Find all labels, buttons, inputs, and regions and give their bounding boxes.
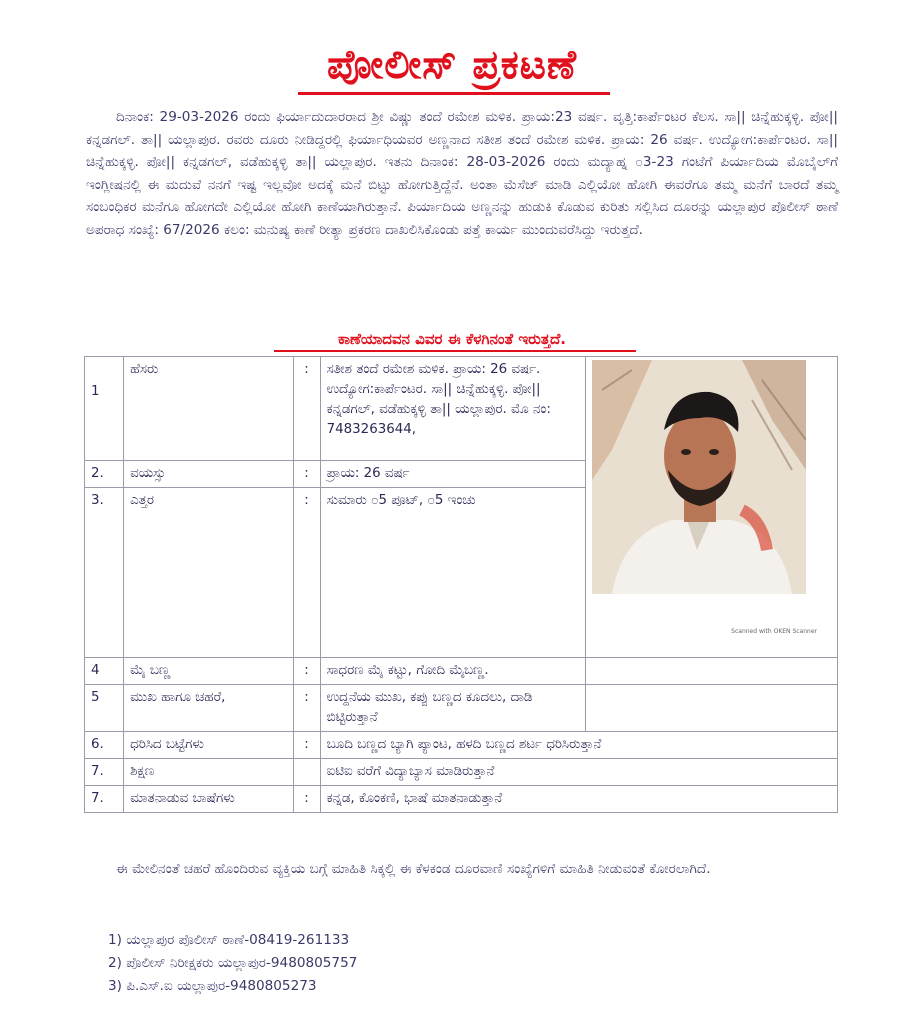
row-number: 5 (85, 685, 124, 732)
contact-item: 1) ಯಲ್ಲಾಪುರ ಪೊಲೀಸ್ ಠಾಣೆ-08419-261133 (108, 932, 350, 948)
title-underline (298, 92, 610, 95)
row-label: ಹೆಸರು (124, 357, 293, 461)
table-row (85, 357, 838, 461)
row-colon: : (293, 461, 320, 488)
row-label: ಎತ್ತರ (124, 488, 293, 658)
row-colon: : (293, 685, 320, 732)
intro-paragraph (86, 106, 838, 242)
row-label: ಮೈ ಬಣ್ಣ (124, 658, 293, 685)
contact-list (108, 929, 357, 998)
details-subheading: ಕಾಣೆಯಾದವನ ವಿವರ ಈ ಕೆಳಗಿನಂತೆ ಇರುತ್ತದೆ. (337, 330, 567, 348)
row-number: 7. (85, 786, 124, 813)
row-value: ಬೂದಿ ಬಣ್ಣದ ಬ್ಯಾಗಿ ಪ್ಯಾಂಟ, ಹಳದಿ ಬಣ್ಣದ ಶರ್ಟ ಧರಿಸಿರುತ್ತಾನೆ (320, 732, 837, 759)
missing-person-photo (592, 360, 806, 594)
row-value: ಪ್ರಾಯ: 26 ವರ್ಷ (320, 461, 586, 488)
table-row (85, 658, 838, 685)
row-label: ಶಿಕ್ಷಣ (124, 759, 293, 786)
row-number: 6. (85, 732, 124, 759)
row-number: 3. (85, 488, 124, 658)
row-colon: : (293, 732, 320, 759)
contact-item: 2) ಪೊಲೀಸ್ ನಿರೀಕ್ಷಕರು ಯಲ್ಲಾಪುರ-9480805757 (108, 955, 358, 971)
row-value: ಕನ್ನಡ, ಕೊಂಕಣಿ, ಭಾಷೆ ಮಾತನಾಡುತ್ತಾನೆ (320, 786, 837, 813)
table-row (85, 732, 838, 759)
row-label: ಮಾತನಾಡುವ ಬಾಷೆಗಳು (124, 786, 293, 813)
empty-cell (586, 685, 838, 732)
table-row (85, 786, 838, 813)
row-colon: : (293, 488, 320, 658)
notice-title: ಪೋಲೀಸ್ ಪ್ರಕಟಣೆ (327, 42, 577, 88)
row-value: ಸತೀಶ ತಂದೆ ರಮೇಶ ಮಳಿಕ. ಪ್ರಾಯ: 26 ವರ್ಷ. ಉದ್ಯೋಗ:ಕಾರ್ಪೆಂಟರ. ಸಾ|| ಚಿನ್ನೆಹುಕ್ಕಳ್ಳಿ. ಪೋ|| ಕನ್ನಡಗಲ್, ವಡೆಹುಕ್ಕಳ್ಳಿ ತಾ|| ಯಲ್ಲಾಪುರ. ಮೊ ನಂ: 7483263644, (320, 357, 586, 461)
photo-cell (586, 357, 838, 658)
row-value: ಉದ್ದನೆಯ ಮುಖ, ಕಪ್ಪು ಬಣ್ಣದ ಕೂದಲು, ದಾಡಿ ಬಿಟ್ಟಿರುತ್ತಾನೆ (320, 685, 586, 732)
table-row (85, 759, 838, 786)
row-number: 1 (85, 357, 124, 461)
row-value: ಸಾಧರಣ ಮೈ ಕಟ್ಟು, ಗೋದಿ ಮೈಬಣ್ಣ. (320, 658, 586, 685)
empty-cell (586, 658, 838, 685)
table-row (85, 685, 838, 732)
row-value: ಐಟಿಐ ವರೆಗೆ ವಿದ್ಯಾಬ್ಯಾಸ ಮಾಡಿರುತ್ತಾನೆ (320, 759, 837, 786)
contact-item: 3) ಪಿ.ಎಸ್.ಐ ಯಲ್ಲಾಪುರ-9480805273 (108, 978, 317, 994)
row-number: 2. (85, 461, 124, 488)
scanner-caption: Scanned with OKEN Scanner (731, 628, 817, 635)
intro-text: ದಿನಾಂಕ: 29-03-2026 ರಂದು ಫಿರ್ಯಾದುದಾರರಾದ ಶ್ರೀ ವಿಷ್ಣು ತಂದೆ ರಮೇಶ ಮಳಿಕ. ಪ್ರಾಯ:23 ವರ್ಷ. ವೃತ್ತಿ:ಕಾರ್ಪೆಂಟರ ಕೆಲಸ. ಸಾ|| ಚಿನ್ನೆಹುಕ್ಕಳ್ಳಿ. ಪೋ||ಕನ್ನಡಗಲ್. ತಾ|| ಯಲ್ಲಾಪುರ. ರವರು ದೂರು ನೀಡಿದ್ದರಲ್ಲಿ ಫಿರ್ಯಾಧಿಯವರ ಅಣ್ಣನಾದ ಸತೀಶ ತಂದೆ ರಮೇಶ ಮಳಿಕ. ಪ್ರಾಯ: 26 ವರ್ಷ. ಉದ್ಯೋಗ:ಕಾರ್ಪೆಂಟರ. ಸಾ|| ಚಿನ್ನೆಹುಕ್ಕಳ್ಳಿ. ಪೋ|| ಕನ್ನಡಗಲ್, ವಡೆಹುಕ್ಕಳ್ಳಿ ತಾ|| ಯಲ್ಲಾಪುರ. ಇತನು ದಿನಾಂಕ: 28-03-2026 ರಂದು ಮದ್ಯಾಹ್ನ ೦3-23 ಗಂಟೆಗೆ ಪಿರ್ಯಾದಿಯ ಮೊಬೈಲ್‌ಗೆ ಇಂಗ್ಲೀಷನಲ್ಲಿ ಈ ಮದುವೆ ನನಗೆ ಇಷ್ಟ ಇಲ್ಲವೋ ಅದಕ್ಕೆ ಮನೆ ಬಿಟ್ಟು ಹೋಗುತ್ತಿದ್ದೆನೆ. ಅಂತಾ ಮೆಸೆಜ್ ಮಾಡಿ ಎಲ್ಲಿಯೋ ಹೋಗಿ ಈವರೆಗೂ ತಮ್ಮ ಮನೆಗೆ ಬಾರದೆ ತಮ್ಮ ಸಂಬಂಧಿಕರ ಮನೆಗೂ ಹೋಗದೇ ಎಲ್ಲಿಯೋ ಹೋಗಿ ಕಾಣೆಯಾಗಿರುತ್ತಾನೆ. ಪಿರ್ಯಾದಿಯ ಅಣ್ಣನನ್ನು ಹುಡುಕಿ ಕೊಡುವ ಕುರಿತು ಸಲ್ಲಿಸಿದ ದೂರನ್ನು ಯಲ್ಲಾಪುರ ಪೊಲೀಸ್ ಠಾಣೆ ಅಪರಾಧ ಸಂಖ್ಯೆ: 67/2026 ಕಲಂ: ಮನುಷ್ಯ ಕಾಣೆ ರೀತ್ಯಾ ಪ್ರಕರಣ ದಾಖಲಿಸಿಕೊಂಡು ಪತ್ತೆ ಕಾರ್ಯ ಮುಂದುವರೆಸಿದ್ದು ಇರುತ್ತದೆ. (86, 109, 838, 238)
row-value: ಸುಮಾರು ೦5 ಪೂಟ್, ೦5 ಇಂಚು (320, 488, 586, 658)
row-label: ಧರಿಸಿದ ಬಟ್ಟೆಗಳು (124, 732, 293, 759)
missing-person-details-table (84, 356, 838, 813)
subheading-underline (274, 350, 636, 352)
row-number: 4 (85, 658, 124, 685)
row-label: ವಯಸ್ಸು (124, 461, 293, 488)
row-number: 7. (85, 759, 124, 786)
row-label: ಮುಖ ಹಾಗೂ ಚಹರೆ, (124, 685, 293, 732)
row-colon: : (293, 357, 320, 461)
row-colon: : (293, 786, 320, 813)
row-colon (293, 759, 320, 786)
contact-request-paragraph (86, 858, 838, 880)
contact-intro-text: ಈ ಮೇಲಿನಂತೆ ಚಹರೆ ಹೊಂದಿರುವ ವ್ಯಕ್ತಿಯ ಬಗ್ಗೆ ಮಾಹಿತಿ ಸಿಕ್ಕಲ್ಲಿ ಈ ಕೆಳಕಂಡ ದೂರವಾಣಿ ಸಂಖ್ಯೆಗಳಿಗೆ ಮಾಹಿತಿ ನೀಡುವಂತೆ ಕೋರಲಾಗಿದೆ. (116, 861, 711, 877)
row-colon: : (293, 658, 320, 685)
